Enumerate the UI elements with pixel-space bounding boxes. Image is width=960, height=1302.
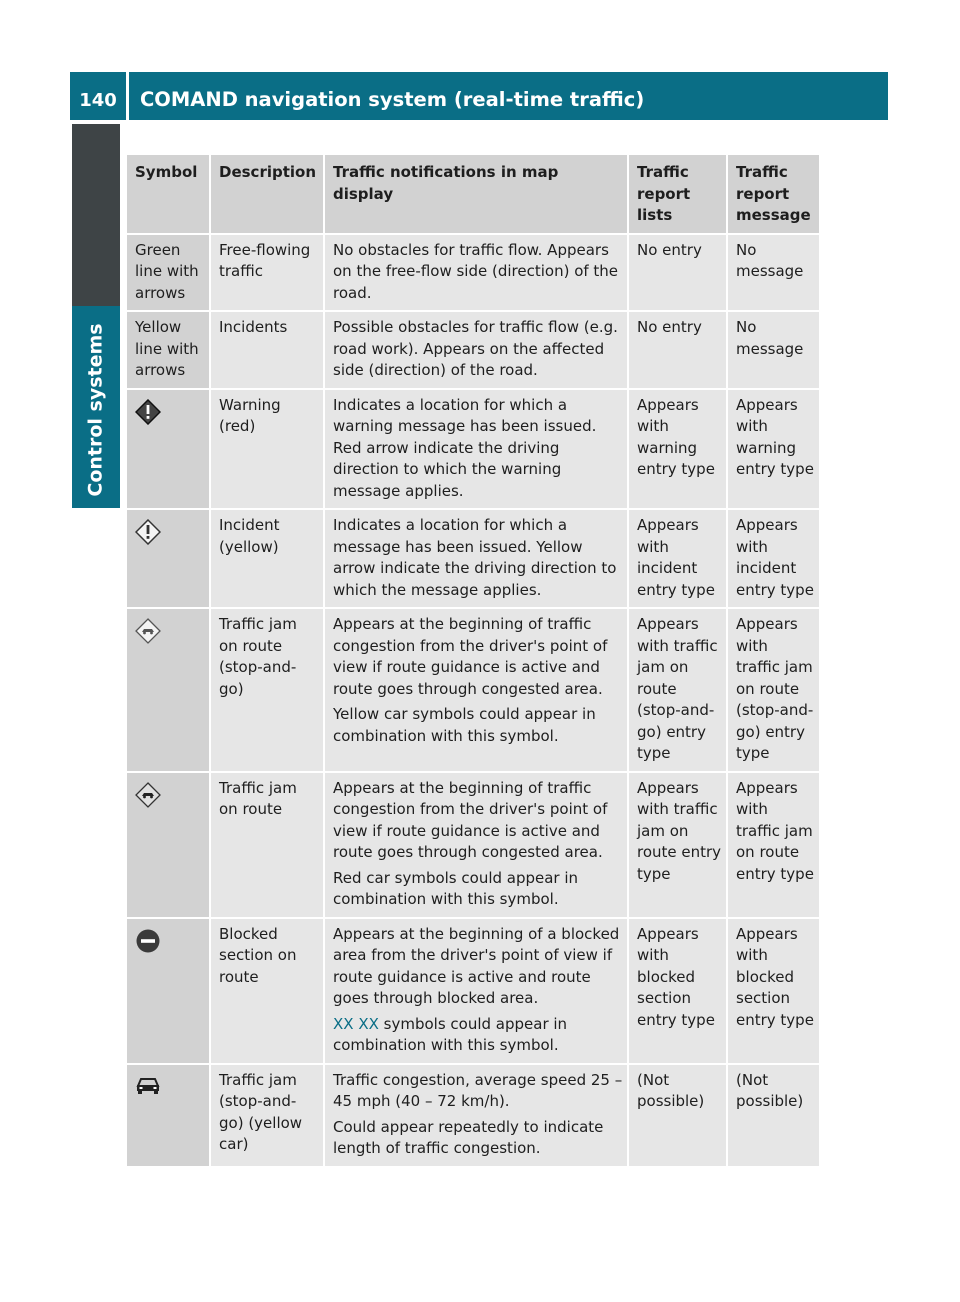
table-cell-report-message: (Not possible) [728,1065,819,1166]
table-cell-report-lists: Appears with warning entry type [629,390,726,509]
table-cell-report-message: Appears with warning entry type [728,390,819,509]
table-cell-description: Blocked section on route [211,919,323,1063]
table-cell-notification: Traffic congestion, average speed 25 – 45 mph (40 – 72 km/h). Could appear repeatedly to indicate length of traffic congestion. [325,1065,627,1166]
column-header-description: Description [211,155,323,233]
table-cell-report-message: No message [728,312,819,388]
symbol-placeholder: XX XX [333,1014,379,1033]
incident-yellow-icon [135,519,161,545]
table-cell-notification: Indicates a location for which a message has been issued. Yellow arrow indicate the driving direction to which the message applies. [325,510,627,607]
table-cell-notification: Appears at the beginning of traffic congestion from the driver's point of view if route guidance is active and route goes through congested area. Yellow car symbols could appear in combination with this symbol. [325,609,627,771]
table-cell-report-message: Appears with traffic jam on route (stop-and-go) entry type [728,609,819,771]
page-title: COMAND navigation system (real-time traffic) [129,72,888,120]
table-cell-report-message: Appears with traffic jam on route entry type [728,773,819,917]
column-header-report-message: Traffic report message [728,155,819,233]
table-cell-report-lists: No entry [629,235,726,311]
table-cell-symbol: Yellow line with arrows [127,312,209,388]
table-cell-description: Incidents [211,312,323,388]
table-cell-symbol: Green line with arrows [127,235,209,311]
table-cell-symbol [127,1065,209,1166]
table-cell-notification: Appears at the beginning of traffic congestion from the driver's point of view if route guidance is active and route goes through congested area. Red car symbols could appear in combination with this symbol. [325,773,627,917]
table-cell-notification: Appears at the beginning of a blocked area from the driver's point of view if route guidance is active and route goes through blocked area. XX XX symbols could appear in combination with this symbol. [325,919,627,1063]
table-cell-report-lists: Appears with blocked section entry type [629,919,726,1063]
table-cell-report-lists: (Not possible) [629,1065,726,1166]
table-cell-description: Traffic jam on route [211,773,323,917]
table-cell-report-lists: No entry [629,312,726,388]
table-cell-report-message: Appears with blocked section entry type [728,919,819,1063]
table-cell-symbol [127,510,209,607]
table-cell-symbol [127,609,209,771]
traffic-jam-icon [135,782,161,808]
table-cell-report-message: Appears with incident entry type [728,510,819,607]
page-number: 140 [70,72,126,120]
table-cell-description: Warning (red) [211,390,323,509]
table-cell-symbol [127,390,209,509]
column-header-report-lists: Traffic report lists [629,155,726,233]
column-header-notifications: Traffic notifications in map display [325,155,627,233]
table-cell-report-lists: Appears with incident entry type [629,510,726,607]
warning-red-icon [135,399,161,425]
side-tab-block [72,124,120,306]
table-cell-report-lists: Appears with traffic jam on route (stop-and-go) entry type [629,609,726,771]
blocked-section-icon [135,928,161,954]
traffic-symbols-table [127,155,814,1166]
table-cell-description: Free-flowing traffic [211,235,323,311]
table-cell-symbol [127,773,209,917]
column-header-symbol: Symbol [127,155,209,233]
table-cell-description: Incident (yellow) [211,510,323,607]
traffic-jam-stop-and-go-icon [135,618,161,644]
table-cell-notification: No obstacles for traffic flow. Appears on the free-flow side (direction) of the road. [325,235,627,311]
table-cell-description: Traffic jam (stop-and-go) (yellow car) [211,1065,323,1166]
side-tab-label: Control systems [85,323,107,497]
table-cell-symbol [127,919,209,1063]
table-cell-notification: Possible obstacles for traffic flow (e.g. road work). Appears on the affected side (direction) of the road. [325,312,627,388]
yellow-car-icon [135,1074,161,1096]
table-cell-notification: Indicates a location for which a warning message has been issued. Red arrow indicate the driving direction to which the warning message applies. [325,390,627,509]
table-cell-description: Traffic jam on route (stop-and-go) [211,609,323,771]
table-cell-report-lists: Appears with traffic jam on route entry type [629,773,726,917]
table-cell-report-message: No message [728,235,819,311]
